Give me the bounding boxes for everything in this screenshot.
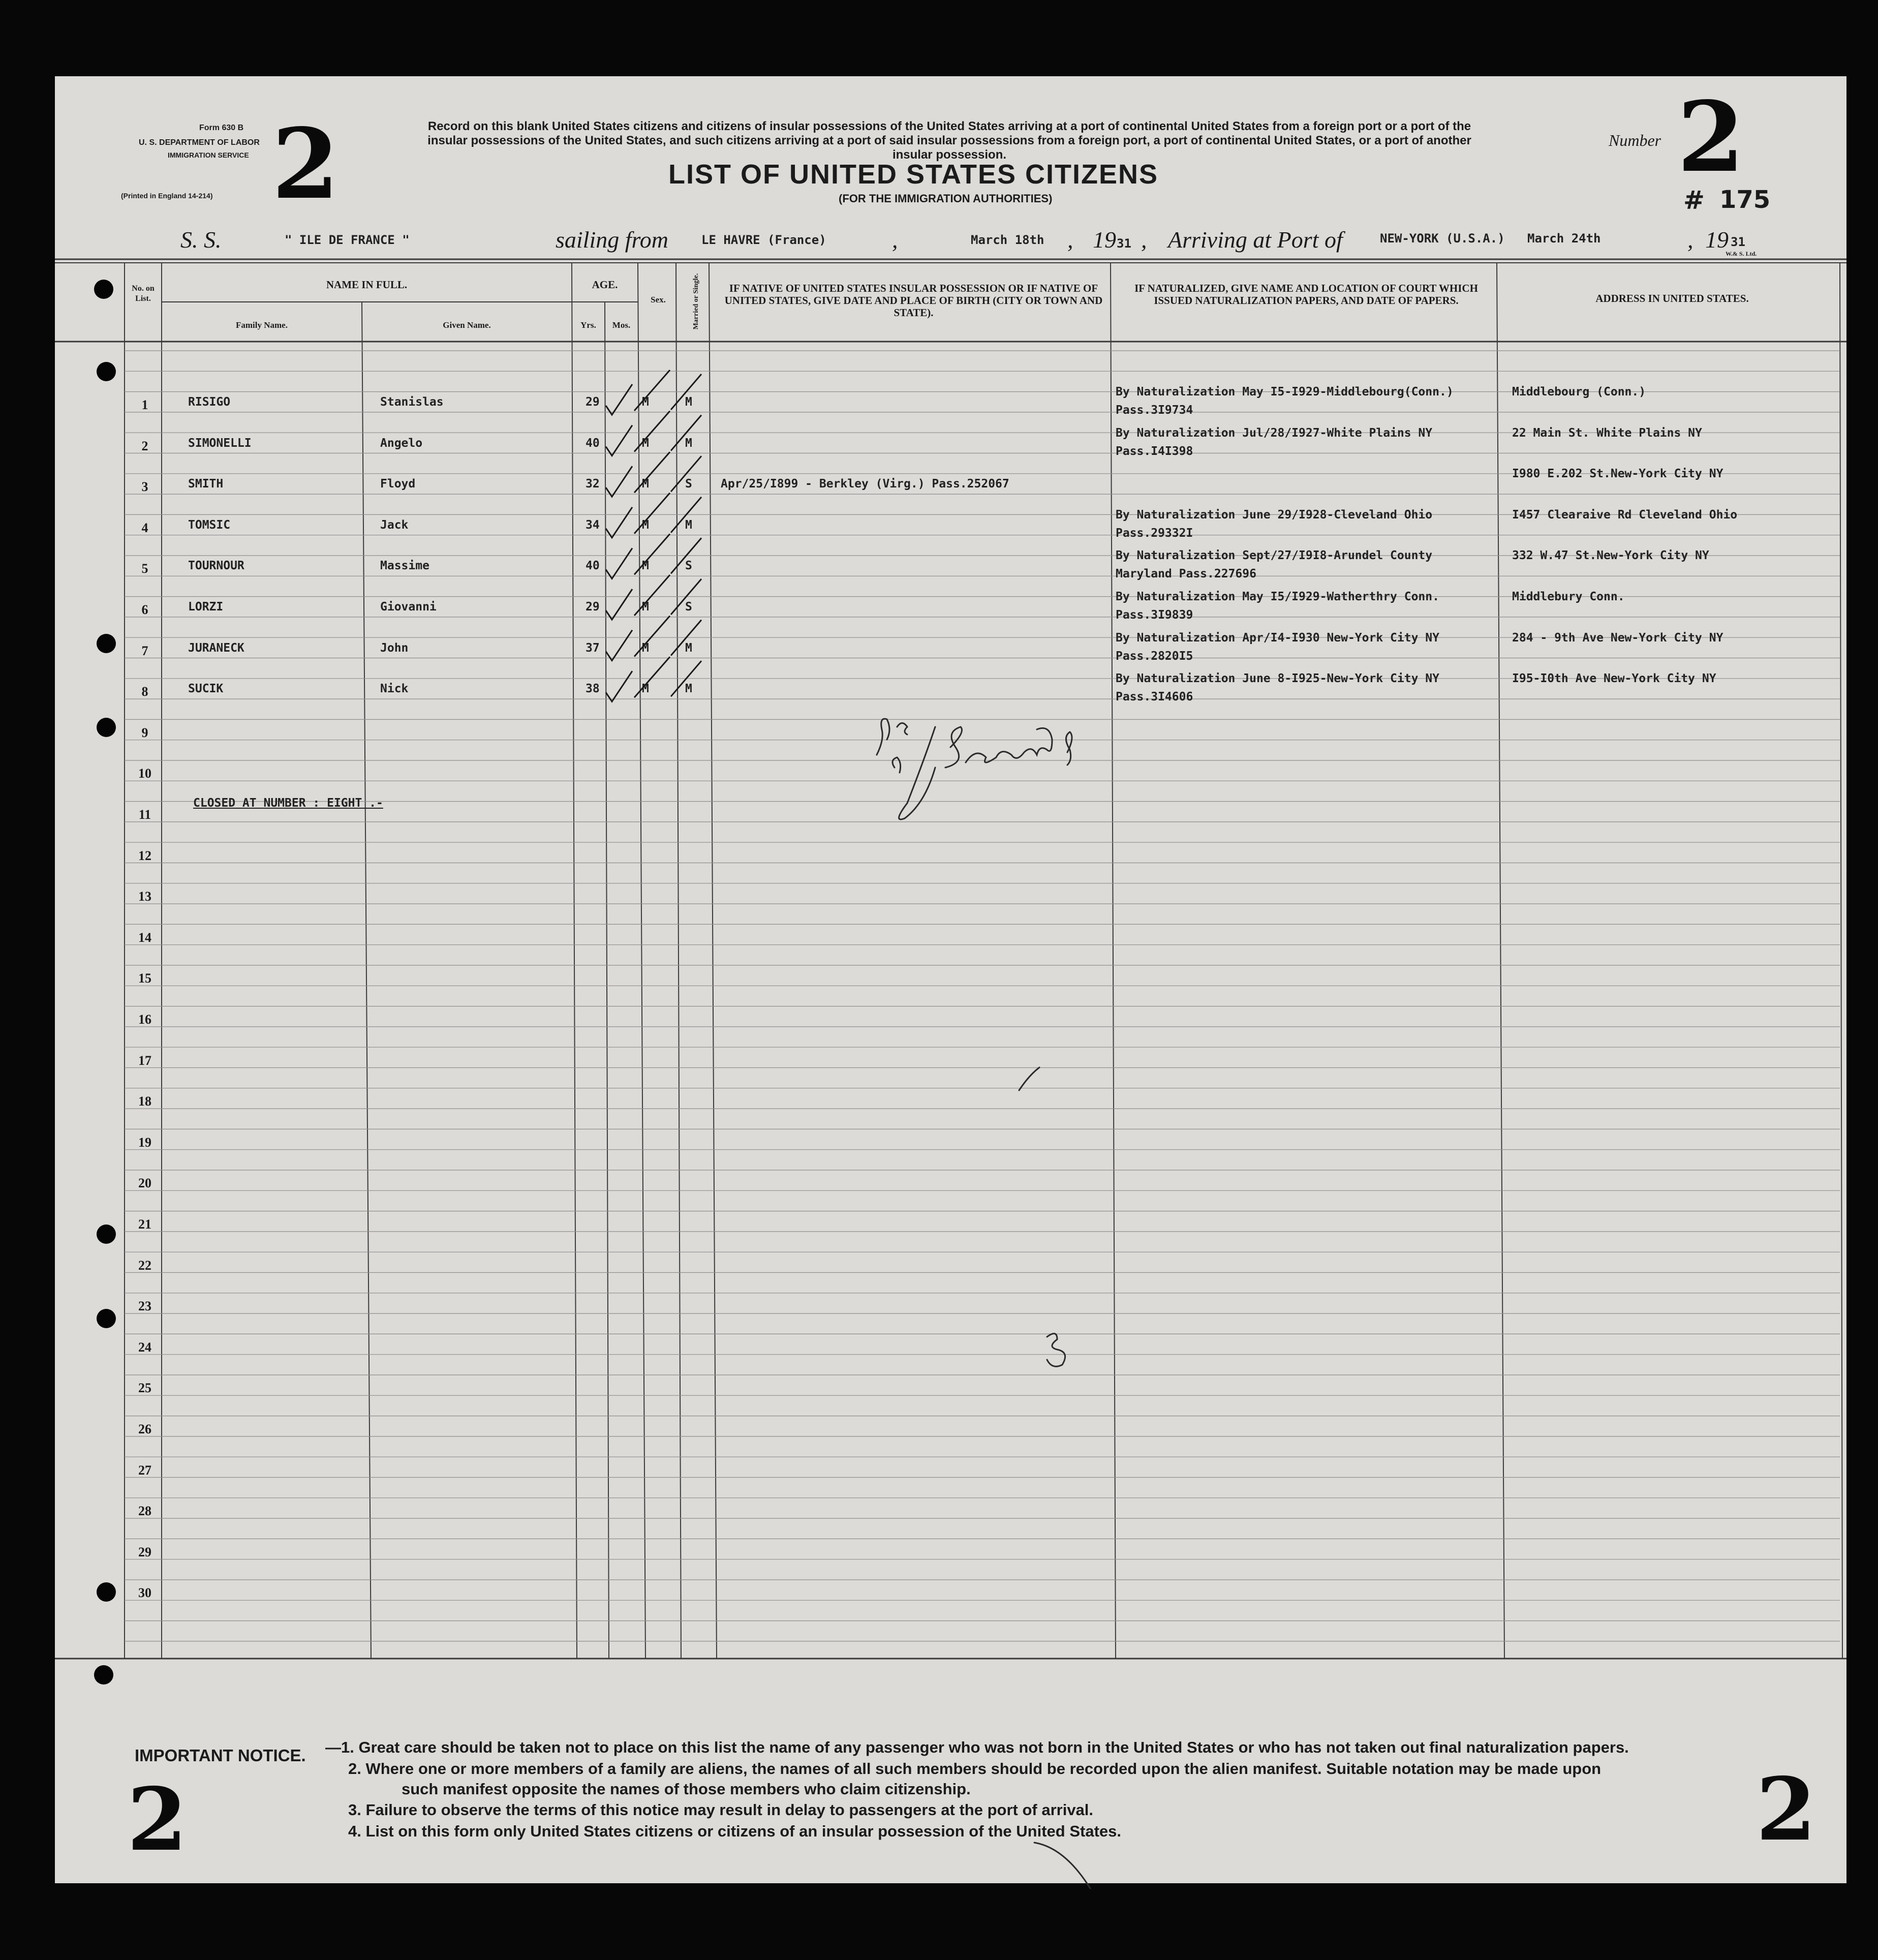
cell-sex: M: [642, 436, 649, 450]
check-mark: [606, 411, 701, 456]
cell-address: I980 E.202 St.New-York City NY: [1512, 467, 1723, 481]
punch-hole: [97, 634, 116, 653]
cell-native: Apr/25/I899 - Berkley (Virg.) Pass.252067: [721, 477, 1009, 491]
arriving-label: Arriving at Port of: [1168, 227, 1343, 253]
cell-nat2: Pass.2820I5: [1116, 649, 1193, 663]
row-number: 30: [138, 1585, 151, 1601]
cell-family: RISIGO: [188, 395, 231, 409]
check-mark: [606, 616, 701, 661]
cell-family: SIMONELLI: [188, 436, 252, 450]
row-number: 21: [138, 1217, 151, 1232]
cell-address: I95-I0th Ave New-York City NY: [1512, 672, 1716, 686]
cell-family: TOURNOUR: [188, 559, 244, 573]
col-header-naturalized: IF NATURALIZED, GIVE NAME AND LOCATION OF COURT WHICH ISSUED NATURALIZATION PAPERS, AND DATE OF PAPERS.: [1134, 282, 1478, 307]
cell-ms: M: [685, 518, 692, 532]
row-number: 15: [138, 971, 151, 986]
row-number: 8: [141, 684, 148, 699]
col-header-native: IF NATIVE OF UNITED STATES INSULAR POSSESSION OR IF NATIVE OF UNITED STATES, GIVE DATE AND PLACE OF BIRTH (CITY OR TOWN AND STATE).: [724, 282, 1103, 319]
cell-family: SMITH: [188, 477, 224, 491]
cell-yrs: 29: [586, 395, 600, 409]
row-number: 5: [141, 561, 148, 576]
cell-nat2: Pass.I4I398: [1116, 444, 1193, 458]
punch-hole: [97, 1582, 116, 1602]
cell-address: 332 W.47 St.New-York City NY: [1512, 549, 1709, 563]
arrive-date: March 24th: [1527, 231, 1601, 246]
check-mark: [606, 534, 701, 578]
notice-item-2: 2. Where one or more members of a family are aliens, the names of all such members should be recorded upon the alien manifest. Suitable notation may be made upon: [348, 1760, 1602, 1778]
col-header-mos: Mos.: [612, 320, 631, 330]
cell-ms: S: [685, 559, 692, 573]
cell-sex: M: [642, 477, 649, 491]
cell-given: Nick: [380, 682, 409, 696]
row-number: 22: [138, 1258, 151, 1273]
port-from: LE HAVRE (France): [701, 233, 826, 247]
cell-yrs: 40: [586, 436, 600, 450]
row-number: 17: [138, 1053, 151, 1068]
cell-address: Middlebury Conn.: [1512, 590, 1625, 603]
stamp-number: 2: [272, 107, 340, 221]
col-header-sex: Sex.: [651, 295, 666, 304]
notice-item-2-cont: such manifest opposite the names of those members who claim citizenship.: [402, 1780, 971, 1798]
ship-name: " ILE DE FRANCE ": [285, 233, 410, 247]
col-header-name: NAME IN FULL.: [326, 279, 408, 291]
cell-given: Angelo: [380, 436, 423, 450]
row-number: 10: [138, 766, 151, 781]
col-header-yrs: Yrs.: [580, 320, 596, 330]
form-number: Form 630 B: [199, 124, 244, 132]
department-label: U. S. DEPARTMENT OF LABOR: [139, 138, 260, 147]
cell-given: Jack: [380, 518, 409, 532]
row-number: 1: [141, 397, 148, 412]
row-number: 6: [141, 602, 148, 617]
cell-yrs: 37: [586, 641, 600, 655]
col-header-given: Given Name.: [443, 320, 491, 330]
notice-label: IMPORTANT NOTICE.: [135, 1746, 306, 1765]
sail-year: 31: [1117, 236, 1131, 251]
check-mark: [606, 452, 701, 497]
row-number: 2: [141, 438, 148, 453]
cell-nat2: Pass.3I4606: [1116, 690, 1193, 704]
form-title: LIST OF UNITED STATES CITIZENS: [668, 159, 1158, 190]
cell-nat1: By Naturalization June 29/I928-Cleveland Ohio: [1116, 508, 1433, 522]
punch-hole: [97, 1224, 116, 1244]
row-number: 18: [138, 1094, 151, 1109]
comma: ,: [1687, 227, 1694, 253]
punch-hole: [94, 280, 113, 299]
cell-address: Middlebourg (Conn.): [1512, 385, 1646, 399]
cell-family: SUCIK: [188, 682, 224, 696]
cell-nat2: Maryland Pass.227696: [1116, 567, 1256, 581]
form-instructions: Record on this blank United States citizens and citizens of insular possessions of the United States arriving at a port of continental United States from a foreign port or a port of the insular possessions of the United States, and such citizens arriving at a port of said insular possessions from a foreign port, a port of continental United States, or a port of another insular possession.: [427, 119, 1471, 162]
cell-ms: M: [685, 436, 692, 450]
check-mark: [606, 370, 701, 415]
arrive-year-prefix: 19: [1705, 227, 1729, 253]
row-number: 11: [138, 807, 151, 822]
col-header-no: No. on List.: [132, 284, 155, 303]
notice-item-1: —1. Great care should be taken not to place on this list the name of any passenger who was not born in the United States or who has not taken out final naturalization papers.: [325, 1738, 1629, 1756]
cell-given: Stanislas: [380, 395, 444, 409]
row-number: 24: [138, 1339, 151, 1355]
corner-number-right: 2: [1756, 1759, 1817, 1860]
cell-yrs: 40: [586, 559, 600, 573]
hash-mark: #: [1683, 186, 1705, 215]
row-number: 12: [138, 848, 151, 863]
cell-nat1: By Naturalization May I5/I929-Watherthry Conn.: [1116, 590, 1439, 603]
cell-ms: S: [685, 477, 692, 491]
row-number: 9: [141, 725, 148, 740]
row-number: 23: [138, 1299, 151, 1314]
notice-item-3: 3. Failure to observe the terms of this notice may result in delay to passengers at the port of arrival.: [348, 1801, 1094, 1819]
cell-nat1: By Naturalization May I5-I929-Middlebourg(Conn.): [1116, 385, 1454, 399]
cell-sex: M: [642, 395, 649, 409]
cell-sex: M: [642, 682, 649, 696]
year-prefix: 19: [1093, 227, 1116, 253]
cell-given: John: [380, 641, 409, 655]
cell-yrs: 32: [586, 477, 600, 491]
row-number: 20: [138, 1176, 151, 1191]
cell-sex: M: [642, 518, 649, 532]
page-stamp: 175: [1719, 186, 1771, 214]
cell-nat1: By Naturalization Apr/I4-I930 New-York City NY: [1116, 631, 1439, 645]
ss-label: S. S.: [180, 227, 222, 253]
check-mark: [606, 493, 701, 538]
cell-nat2: Pass.3I9734: [1116, 404, 1193, 417]
number-label: Number: [1609, 131, 1661, 149]
cell-sex: M: [642, 600, 649, 614]
cell-yrs: 29: [586, 600, 600, 614]
row-number: 19: [138, 1135, 151, 1150]
row-number: 26: [138, 1422, 151, 1436]
cell-ms: M: [685, 682, 692, 696]
port-to: NEW-YORK (U.S.A.): [1380, 231, 1505, 246]
row-number: 16: [138, 1012, 151, 1027]
col-header-family: Family Name.: [236, 320, 288, 330]
col-header-address: ADDRESS IN UNITED STATES.: [1595, 292, 1749, 304]
cell-nat2: Pass.29332I: [1116, 526, 1193, 540]
sailing-label: sailing from: [556, 227, 668, 253]
cell-nat1: By Naturalization June 8-I925-New-York City NY: [1116, 672, 1439, 686]
punch-hole: [97, 1309, 116, 1328]
cell-ms: M: [685, 395, 692, 409]
row-number: 7: [141, 643, 148, 658]
cell-ms: S: [685, 600, 692, 614]
number-value: 2: [1677, 80, 1745, 194]
cell-address: I457 Clearaive Rd Cleveland Ohio: [1512, 508, 1738, 522]
cell-given: Massime: [380, 559, 429, 573]
cell-yrs: 38: [586, 682, 600, 696]
cell-address: 22 Main St. White Plains NY: [1512, 426, 1702, 440]
row-number: 28: [138, 1504, 151, 1519]
cell-nat1: By Naturalization Jul/28/I927-White Plains NY: [1116, 426, 1433, 440]
cell-nat2: Pass.3I9839: [1116, 608, 1193, 622]
row-number: 14: [138, 930, 151, 945]
row-number: 3: [141, 479, 148, 495]
cell-family: LORZI: [188, 600, 224, 614]
punch-hole: [94, 1665, 113, 1685]
punch-hole: [97, 718, 116, 737]
comma: ,: [892, 227, 898, 253]
sail-date: March 18th: [971, 233, 1044, 247]
corner-number-left: 2: [127, 1769, 188, 1871]
service-label: IMMIGRATION SERVICE: [168, 151, 249, 159]
cell-sex: M: [642, 559, 649, 573]
printer-mark: W.& S. Ltd.: [1726, 250, 1757, 257]
cell-yrs: 34: [586, 518, 600, 532]
closed-note: CLOSED AT NUMBER : EIGHT .-: [193, 797, 383, 810]
punch-hole: [97, 362, 116, 381]
cell-ms: M: [685, 641, 692, 655]
comma: ,: [1141, 227, 1147, 253]
notice-item-4: 4. List on this form only United States citizens or citizens of an insular possession of the United States.: [348, 1822, 1121, 1840]
printed-note: (Printed in England 14-214): [121, 192, 213, 200]
row-number: 27: [138, 1462, 151, 1478]
cell-family: JURANECK: [188, 641, 244, 655]
cell-family: TOMSIC: [188, 518, 231, 532]
cell-address: 284 - 9th Ave New-York City NY: [1512, 631, 1723, 645]
col-header-age: AGE.: [592, 279, 618, 291]
row-number: 4: [141, 520, 148, 535]
cell-given: Giovanni: [380, 600, 437, 614]
arrive-year: 31: [1731, 235, 1745, 249]
comma: ,: [1067, 227, 1073, 253]
col-header-married: Married or Single.: [692, 273, 700, 330]
row-number: 13: [138, 889, 151, 904]
form-subtitle: (FOR THE IMMIGRATION AUTHORITIES): [839, 192, 1053, 205]
check-mark: [606, 575, 701, 620]
cell-sex: M: [642, 641, 649, 655]
cell-nat1: By Naturalization Sept/27/I9I8-Arundel County: [1116, 549, 1433, 563]
row-number: 29: [138, 1544, 151, 1559]
check-mark: [606, 657, 701, 701]
cell-given: Floyd: [380, 477, 416, 491]
row-number: 25: [138, 1381, 151, 1396]
